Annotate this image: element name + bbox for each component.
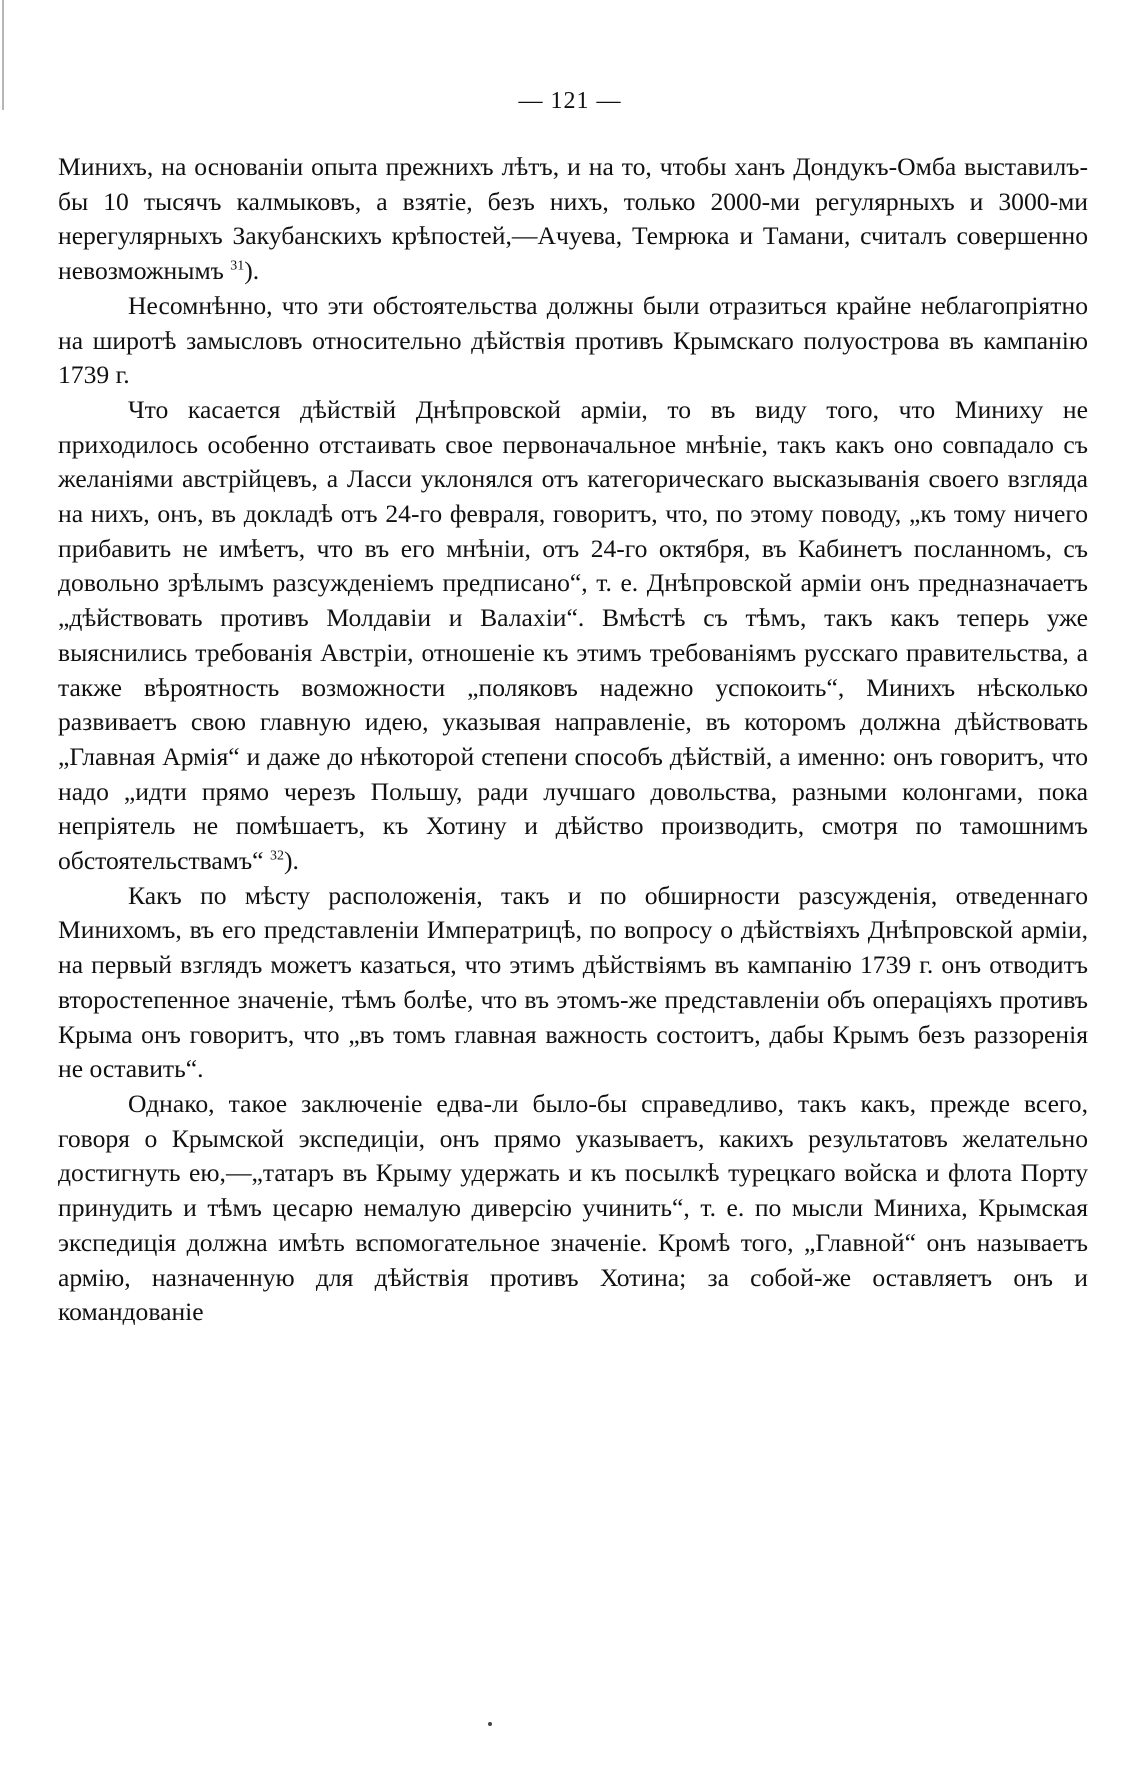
- footnote-ref-32: 32: [269, 848, 284, 864]
- paragraph-5: [58, 1087, 1088, 1330]
- paragraph-4-text: Какъ по мѣсту расположенiя, такъ и по обширности разсужденiя, отведеннаго Минихомъ, въ его представленiи Императрицѣ, по вопросу о дѣйствiяхъ Днѣпровской армiи, на первый взглядъ можетъ казаться, что этимъ дѣйствiямъ въ кампанiю 1739 г. онъ отводитъ второстепенное значенiе, тѣмъ болѣе, что въ этомъ-же представленiи объ операцiяхъ противъ Крыма онъ говоритъ, что „въ томъ главная важность состоитъ, дабы Крымъ безъ раззоренiя не оставить“.: [58, 880, 1088, 1084]
- paragraph-1-text: Минихъ, на основанiи опыта прежнихъ лѣтъ, и на то, чтобы ханъ Дондукъ-Омба выставилъ-бы 10 тысячъ калмыковъ, а взятiе, безъ нихъ, только 2000-ми регулярныхъ и 3000-ми нерегулярныхъ Закубанскихъ крѣпостей,—Ачуева, Темрюка и Тамани, считалъ совершенно невозможнымъ: [58, 152, 1088, 286]
- paragraph-2-text: Несомнѣнно, что эти обстоятельства должны были отразиться крайне неблагопрiятно на широтѣ замысловъ относительно дѣйствiя противъ Крымскаго полуострова въ кампанiю 1739 г.: [58, 290, 1088, 390]
- paragraph-5-text: Однако, такое заключенiе едва-ли было-бы справедливо, такъ какъ, прежде всего, говоря о Крымской экспедицiи, онъ прямо указываетъ, какихъ результатовъ желательно достигнуть ею,—„татаръ въ Крыму удержать и къ посылкѣ турецкаго войска и флота Порту принудить и тѣмъ цесарю немалую диверсiю учинить“, т. е. по мысли Миниха, Крымская экспедицiя должна имѣть вспомогательное значенiе. Кромѣ того, „Главной“ онъ называетъ армiю, назначенную для дѣйствiя противъ Хотина; за собой-же оставляетъ онъ и командованiе: [58, 1088, 1088, 1327]
- footnote-ref-31: 31: [230, 258, 245, 274]
- paragraph-3-tail: ).: [283, 846, 299, 876]
- print-speck: [488, 1722, 492, 1726]
- page-number: — 121 —: [518, 88, 622, 114]
- paragraph-2: [58, 289, 1088, 393]
- paragraph-3-text: Что касается дѣйствiй Днѣпровской армiи, то въ виду того, что Миниху не приходилось особенно отстаивать свое первоначальное мнѣнiе, такъ какъ оно совпадало съ желанiями австрiйцевъ, а Ласси уклонялся отъ категорическаго высказыванiя своего взгляда на нихъ, онъ, въ докладѣ отъ 24-го февраля, говоритъ, что, по этому поводу, „къ тому ничего прибавить не имѣетъ, что въ его мнѣнiи, отъ 24-го октября, въ Кабинетъ посланномъ, съ довольно зрѣлымъ разсужденiемъ предписано“, т. е. Днѣпровской армiи онъ предназначаетъ „дѣйствовать противъ Молдавiи и Валахiи“. Вмѣстѣ съ тѣмъ, такъ какъ теперь уже выяснились требованiя Австрiи, отношенiе къ этимъ требованiямъ русскаго правительства, а также вѣроятность возможности „поляковъ надежно успокоить“, Минихъ нѣсколько развиваетъ свою главную идею, указывая направленiе, въ которомъ должна дѣйствовать „Главная Армiя“ и даже до нѣкоторой степени способъ дѣйствiй, а именно: онъ говоритъ, что надо „идти прямо черезъ Польшу, ради лучшаго довольства, разными колонгами, пока непрiятель не помѣшаетъ, къ Хотину и дѣйство производить, смотря по тамошнимъ обстоятельствамъ“: [58, 394, 1088, 876]
- paragraph-1-tail: ).: [244, 256, 260, 286]
- paragraph-1: [58, 150, 1088, 289]
- body-text: [58, 150, 1088, 1330]
- paragraph-4: [58, 879, 1088, 1087]
- paragraph-3: [58, 393, 1088, 879]
